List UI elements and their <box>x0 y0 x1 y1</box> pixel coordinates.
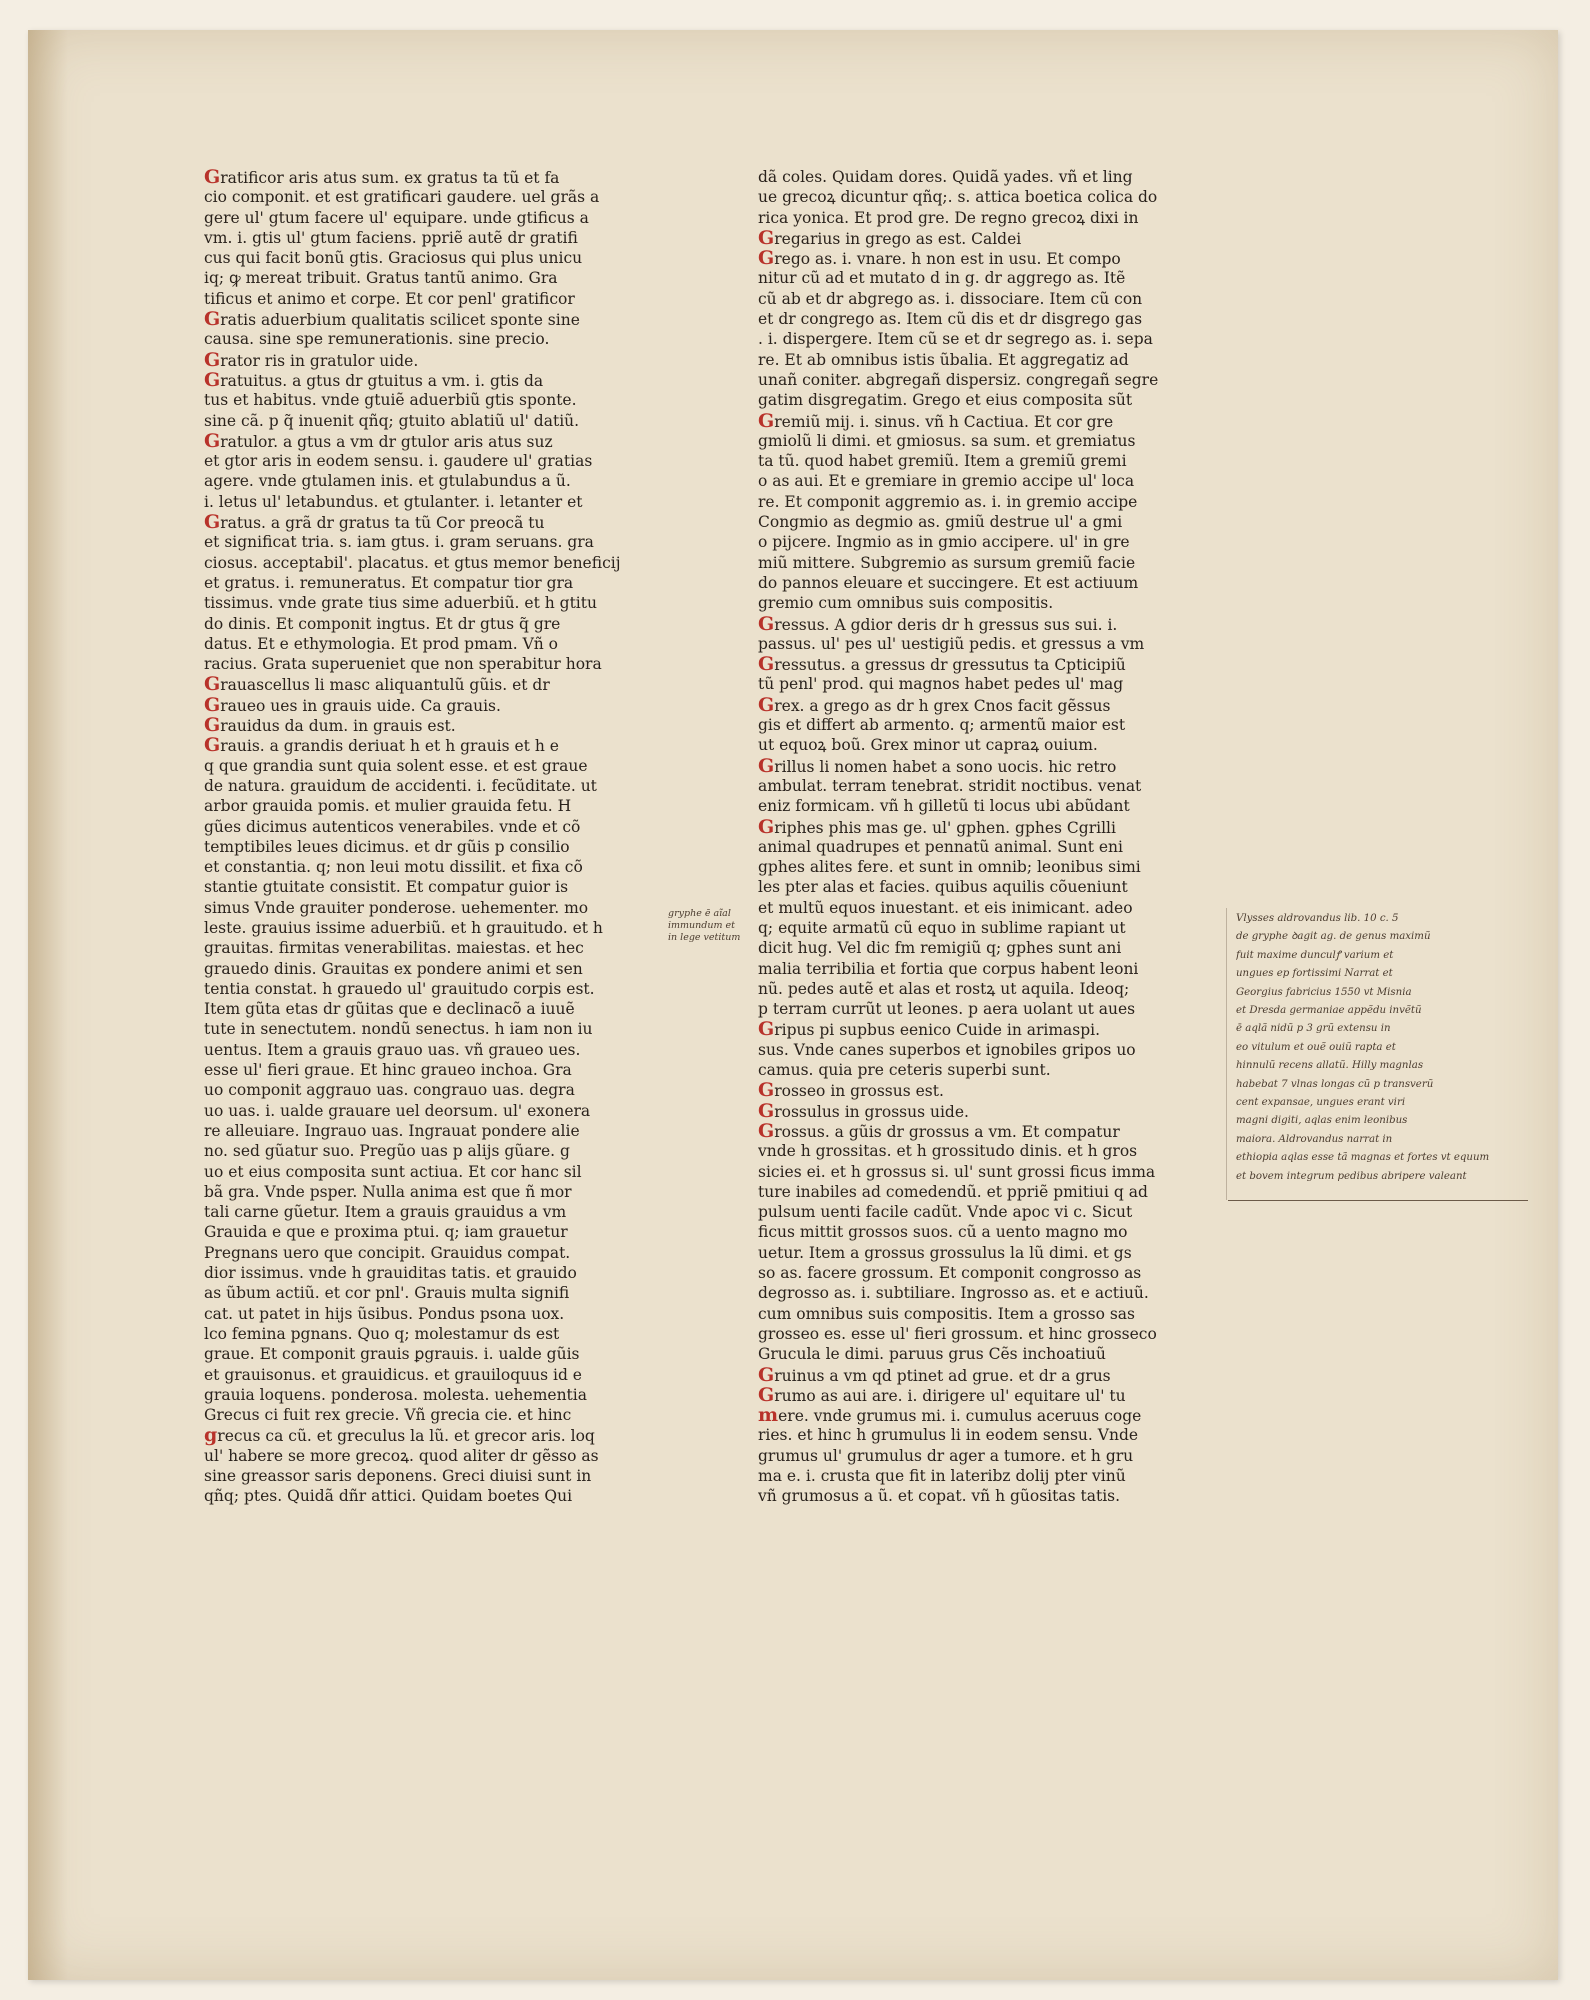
text-line: miũ mittere. Subgremio as sursum gremiũ facie <box>758 553 1136 572</box>
text-line: gatim disgregatim. Grego et eius composita sũt <box>758 391 1133 410</box>
text-line: nitur cũ ad et mutato d in g. dr aggrego as. Itẽ <box>758 269 1126 288</box>
entry-line-rubricated: grecus ca cũ. et greculus la lũ. et grecor aris. loq <box>204 1425 595 1446</box>
entry-line-rubricated: Grator ris in gratulor uide. <box>204 349 419 370</box>
text-line: et gtor aris in eodem sensu. i. gaudere ul' gratias <box>204 452 593 471</box>
note-line: eo vitulum et ouẽ ouiũ rapta et <box>1236 1041 1396 1053</box>
text-line: les pter alas et facies. quibus aquilis cõueniunt <box>758 878 1128 897</box>
text-line: q que grandia sunt quia solent esse. et est graue <box>204 756 588 775</box>
text-line: tificus et animo et corpe. Et cor penl' gratificor <box>204 289 575 308</box>
text-line: i. letus ul' letabundus. et gtulanter. i. letanter et <box>204 492 583 511</box>
text-line: . i. dispergere. Item cũ se et dr segrego as. i. sepa <box>758 330 1153 349</box>
entry-line-rubricated: Gratus. a grã dr gratus ta tũ Cor preocã tu <box>204 512 545 533</box>
entry-line-rubricated: Grauidus da dum. in grauis est. <box>204 715 456 736</box>
text-line: uetur. Item a grossus grossulus la lũ dimi. et gs <box>758 1243 1132 1262</box>
text-line: as ũbum actiũ. et cor pnl'. Grauis multa signifi <box>204 1284 570 1303</box>
text-line: do dinis. Et componit ingtus. Et dr gtus q̃ gre <box>204 614 561 633</box>
text-line: ture inabiles ad comedendũ. et ppriẽ pmitiui q ad <box>758 1182 1148 1201</box>
marginal-bracket <box>1226 908 1227 1200</box>
note-line: Georgius fabricius 1550 vt Misnia <box>1236 986 1412 998</box>
text-line: nũ. pedes autẽ et alas et rostꝝ ut aquila. Ideoq; <box>758 979 1130 998</box>
text-line: racius. Grata superueniet que non sperabitur hora <box>204 655 602 674</box>
note-line: ethiopia aqlas esse tã magnas et fortes vt equum <box>1236 1152 1490 1164</box>
text-line: Grucula le dimi. paruus grus Cẽs inchoatiuũ <box>758 1345 1106 1364</box>
text-line: animal quadrupes et pennatũ animal. Sunt eni <box>758 837 1123 856</box>
text-line: camus. quia pre ceteris superbi sunt. <box>758 1061 1051 1080</box>
text-line: et gratus. i. remuneratus. Et compatur tior gra <box>204 573 574 592</box>
entry-line-rubricated: Grossus. a gũis dr grossus a vm. Et compatur <box>758 1120 1120 1142</box>
text-line: ciosus. acceptabil'. placatus. et gtus memor beneficij <box>204 553 621 572</box>
text-line: gũes dicimus autenticos venerabiles. vnde et cõ <box>204 817 581 836</box>
text-line: so as. facere grossum. Et componit congrosso as <box>758 1264 1142 1283</box>
text-line: dã coles. Quidam dores. Quidã yades. vñ et ling <box>758 168 1133 186</box>
entry-line-rubricated: Grosseo in grossus est. <box>758 1080 944 1101</box>
marginal-note-right <box>1236 910 1536 1186</box>
text-line: grauia loquens. ponderosa. molesta. uehementia <box>204 1385 587 1404</box>
text-line: o pijcere. Ingmio as in gmio accipere. ul' in gre <box>758 533 1130 552</box>
text-line: grosseo es. esse ul' fieri grossum. et hinc grosseco <box>758 1324 1157 1343</box>
text-line: et significat tria. s. iam gtus. i. gram seruans. gra <box>204 533 594 552</box>
entry-line-rubricated: Grex. a grego as dr h grex Cnos facit gẽssus <box>758 694 1111 716</box>
entry-line-rubricated: Gremiũ mij. i. sinus. vñ h Cactiua. Et cor gre <box>758 410 1114 431</box>
text-line: simus Vnde grauiter ponderose. uehementer. mo <box>204 898 589 917</box>
entry-line-rubricated: Grillus li nomen habet a sono uocis. hic retro <box>758 755 1117 776</box>
entry-line-rubricated: Grossulus in grossus uide. <box>758 1100 969 1121</box>
entry-line-rubricated: Gruinus a vm qd ptinet ad grue. et dr a grus <box>758 1364 1111 1385</box>
text-line: Pregnans uero que concipit. Grauidus compat. <box>204 1243 571 1262</box>
text-line: uo componit aggrauo uas. congrauo uas. degra <box>204 1081 575 1100</box>
text-line: et grauisonus. et grauidicus. et grauiloquus id e <box>204 1365 582 1384</box>
text-line: uentus. Item a grauis grauo uas. vñ graueo ues. <box>204 1040 581 1059</box>
text-line: cum omnibus suis compositis. Item a grosso sas <box>758 1304 1135 1323</box>
text-line: sine cã. p q̃ inuenit qñq; gtuito ablatiũ ul' datiũ. <box>204 411 580 430</box>
text-line: Congmio as degmio as. gmiũ destrue ul' a gmi <box>758 513 1123 532</box>
text-line: re. Et componit aggremio as. i. in gremio accipe <box>758 492 1138 511</box>
text-line: tali carne gũetur. Item a grauis grauidus a vm <box>204 1203 567 1222</box>
text-line: et constantia. q; non leui motu dissilit. et fixa cõ <box>204 858 583 877</box>
text-line: p terram currũt ut leones. p aera uolant ut aues <box>758 1000 1136 1019</box>
text-line: ma e. i. crusta que fit in lateribz dolij pter vinũ <box>758 1467 1126 1485</box>
text-line: ta tũ. quod habet gremiũ. Item a gremiũ gremi <box>758 452 1127 471</box>
text-line: ul' habere se more grecoꝝ. quod aliter dr gẽsso as <box>204 1446 599 1465</box>
entry-line-rubricated: Gratuitus. a gtus dr gtuitus a vm. i. gtis da <box>204 369 544 391</box>
text-line: arbor grauida pomis. et mulier grauida fetu. H <box>204 797 572 816</box>
text-line: et multũ equos inuestant. et eis inimicant. adeo <box>758 898 1133 917</box>
text-line: uo uas. i. ualde grauare uel deorsum. ul' exonera <box>204 1101 591 1120</box>
text-line: sus. Vnde canes superbos et ignobiles gripos uo <box>758 1040 1136 1059</box>
marginal-note-middle <box>668 908 760 944</box>
text-line: Item gũta etas dr gũitas que e declinacõ a iuuẽ <box>204 1000 575 1019</box>
text-line: cus qui facit bonũ gtis. Graciosus qui plus unicu <box>204 249 583 268</box>
left-text-column <box>204 167 674 1507</box>
text-line: dicit hug. Vel dic fm remigiũ q; gphes sunt ani <box>758 939 1122 958</box>
note-line: maiora. Aldrovandus narrat in <box>1236 1133 1393 1145</box>
text-line: et dr congrego as. Item cũ dis et dr disgrego gas <box>758 310 1143 329</box>
note-line: cent expansae, ungues erant viri <box>1236 1097 1406 1109</box>
entry-line-rubricated: Graueo ues in grauis uide. Ca grauis. <box>204 694 501 716</box>
entry-line-rubricated: Gratis aduerbium qualitatis scilicet sponte sine <box>204 309 580 330</box>
text-line: graue. Et componit grauis ꝑgrauis. i. ualde gũis <box>204 1345 580 1364</box>
text-line: vñ grumosus a ũ. et copat. vñ h gũositas tatis. <box>758 1487 1121 1506</box>
text-line: tissimus. vnde grate tius sime aduerbiũ. et h gtitu <box>204 594 597 613</box>
text-line: gphes alites fere. et sunt in omnib; leonibus simi <box>758 858 1141 877</box>
text-line: vnde h grossitas. et h grossitudo dinis. et h gros <box>758 1142 1138 1161</box>
text-line: ue grecoꝝ dicuntur qñq;. s. attica boetica colica do <box>758 188 1158 207</box>
text-line: unañ coniter. abgregañ dispersiz. congregañ segre <box>758 370 1159 389</box>
note-line: gryphe ē aĩal <box>668 908 731 919</box>
text-line: cat. ut patet in hijs ũsibus. Pondus psona uox. <box>204 1304 565 1323</box>
text-line: no. sed gũatur suo. Pregũo uas p alijs gũare. g <box>204 1142 570 1161</box>
text-line: malia terribilia et fortia que corpus habent leoni <box>758 959 1139 978</box>
note-line: in lege vetitum <box>668 932 741 943</box>
text-line: temptibiles leues dicimus. et dr gũis p consilio <box>204 837 570 856</box>
text-line: grauedo dinis. Grauitas ex pondere animi et sen <box>204 959 583 978</box>
entry-line-rubricated: Grego as. i. vnare. h non est in usu. Et compo <box>758 248 1121 269</box>
note-line: et bovem integrum pedibus abripere valeant <box>1236 1170 1467 1182</box>
text-line: passus. ul' pes ul' uestigiũ pedis. et gressus a vm <box>758 634 1145 653</box>
right-text-column <box>758 167 1233 1507</box>
note-line: et Dresda germaniae appẽdu invẽtũ <box>1236 1005 1422 1017</box>
text-line: gere ul' gtum facere ul' equipare. unde gtificus a <box>204 208 589 227</box>
text-line: gis et differt ab armento. q; armentũ maior est <box>758 716 1126 735</box>
note-line: Vlysses aldrovandus lib. 10 c. 5 <box>1236 913 1399 924</box>
text-line: leste. grauius issime aduerbiũ. et h grauitudo. et h <box>204 918 603 937</box>
marginal-underline <box>1228 1200 1528 1201</box>
text-line: ambulat. terram tenebrat. stridit noctibus. venat <box>758 776 1142 795</box>
text-line: ries. et hinc h grumulus li in eodem sensu. Vnde <box>758 1426 1139 1445</box>
text-line: Grecus ci fuit rex grecie. Vñ grecia cie. et hinc <box>204 1406 572 1425</box>
entry-line-rubricated: Gregarius in grego as est. Caldei <box>758 227 1022 249</box>
entry-line-rubricated: Gratulor. a gtus a vm dr gtulor aris atus suz <box>204 430 553 452</box>
text-line: grauitas. firmitas venerabilitas. maiestas. et hec <box>204 939 584 958</box>
entry-line-rubricated: Gressus. A gdior deris dr h gressus sus sui. i. <box>758 613 1118 634</box>
text-line: do pannos eleuare et succingere. Et est actiuum <box>758 573 1139 592</box>
note-line: fuit maxime dunculꝭ varium et <box>1236 949 1394 961</box>
text-line: sine greassor saris deponens. Greci diuisi sunt in <box>204 1467 592 1485</box>
text-line: q; equite armatũ cũ equo in sublime rapiant ut <box>758 918 1126 937</box>
text-line: tute in senectutem. nondũ senectus. h iam non iu <box>204 1020 593 1039</box>
entry-line-rubricated: Griphes phis mas ge. ul' gphen. gphes Cgrilli <box>758 816 1116 837</box>
text-line: tentia constat. h grauedo ul' grauitudo corpis est. <box>204 979 595 998</box>
text-line: esse ul' fieri graue. Et hinc graueo inchoa. Gra <box>204 1061 572 1080</box>
entry-line-rubricated: Gressutus. a gressus dr gressutus ta Cpticipiũ <box>758 654 1126 675</box>
text-line: ficus mittit grossos suos. cũ a uento magno mo <box>758 1223 1128 1242</box>
text-line: re. Et ab omnibus istis ũbalia. Et aggregatiz ad <box>758 350 1129 369</box>
manuscript-page <box>28 30 1558 1980</box>
text-line: gmiolũ li dimi. et gmiosus. sa sum. et gremiatus <box>758 431 1136 450</box>
text-line: ut equoꝝ boũ. Grex minor ut capraꝝ ouium. <box>758 736 1098 755</box>
text-line: tus et habitus. vnde gtuiẽ aduerbiũ gtis sponte. <box>204 391 577 410</box>
note-line: ungues ep fortissimi Narrat et <box>1236 968 1393 980</box>
text-line: gremio cum omnibus suis compositis. <box>758 594 1054 613</box>
text-line: eniz formicam. vñ h gilletũ ti locus ubi abũdant <box>758 797 1130 816</box>
text-line: datus. Et e ethymologia. Et prod pmam. Vñ o <box>204 634 559 653</box>
text-line: grumus ul' grumulus dr ager a tumore. et h gru <box>758 1446 1134 1465</box>
text-line: uo et eius composita sunt actiua. Et cor hanc sil <box>204 1162 582 1181</box>
text-line: degrosso as. i. subtiliare. Ingrosso as. et e actiuũ. <box>758 1284 1149 1303</box>
entry-line-rubricated: Grumo as aui are. i. dirigere ul' equitare ul' tu <box>758 1384 1126 1406</box>
text-line: qñq; ptes. Quidã dñr attici. Quidam boetes Qui <box>204 1487 573 1506</box>
text-line: agere. vnde gtulamen inis. et gtulabundus a ũ. <box>204 472 571 491</box>
text-line: vm. i. gtis ul' gtum faciens. ppriẽ autẽ dr gratifi <box>204 228 578 247</box>
note-line: de gryphe ꝺagit ag. de genus maximũ <box>1236 931 1431 943</box>
text-line: re alleuiare. Ingrauo uas. Ingrauat pondere alie <box>204 1121 580 1140</box>
entry-line-rubricated: Grauis. a grandis deriuat h et h grauis et h e <box>204 735 559 756</box>
entry-line-rubricated: Gratificor aris atus sum. ex gratus ta tũ et fa <box>204 167 560 188</box>
text-line: sicies ei. et h grossus si. ul' sunt grossi ficus imma <box>758 1162 1156 1181</box>
text-line: bã gra. Vnde psper. Nulla anima est que ñ mor <box>204 1182 572 1201</box>
text-line: tũ penl' prod. qui magnos habet pedes ul' mag <box>758 675 1124 694</box>
note-line: magni digiti, aqlas enim leonibus <box>1236 1115 1408 1127</box>
text-line: o as aui. Et e gremiare in gremio accipe ul' loca <box>758 472 1135 491</box>
entry-line-rubricated: Grauascellus li masc aliquantulũ gũis. et dr <box>204 674 550 695</box>
text-line: pulsum uenti facile cadũt. Vnde apoc vi c. Sicut <box>758 1203 1133 1222</box>
text-line: Grauida e que e proxima ptui. q; iam grauetur <box>204 1223 568 1242</box>
text-line: cio componit. et est gratificari gaudere. uel grãs a <box>204 188 600 207</box>
note-line: hinnulũ recens allatũ. Hilly magnlas <box>1236 1060 1424 1072</box>
note-line: ē aqlã nidũ p 3 grũ extensu in <box>1236 1023 1391 1035</box>
note-line: habebat 7 vlnas longas cũ p transverũ <box>1236 1078 1434 1090</box>
entry-line-rubricated: Gripus pi supbus eenico Cuide in arimaspi. <box>758 1019 1101 1040</box>
text-line: lco femina pgnans. Quo q; molestamur ds est <box>204 1324 560 1343</box>
text-line: causa. sine spe remunerationis. sine precio. <box>204 330 550 349</box>
text-line: iq; ꝙ mereat tribuit. Gratus tantũ animo. Gra <box>204 269 558 288</box>
note-line: immundum et <box>668 920 735 931</box>
text-line: rica yonica. Et prod gre. De regno grecoꝝ dixi in <box>758 208 1139 227</box>
text-line: de natura. grauidum de accidenti. i. fecũditate. ut <box>204 776 597 795</box>
entry-line-rubricated: mere. vnde grumus mi. i. cumulus aceruus coge <box>758 1405 1142 1426</box>
text-line: stantie gtuitate consistit. Et compatur guior is <box>204 878 569 897</box>
text-line: cũ ab et dr abgrego as. i. dissociare. Item cũ con <box>758 289 1143 308</box>
text-line: dior issimus. vnde h grauiditas tatis. et grauido <box>204 1264 577 1283</box>
